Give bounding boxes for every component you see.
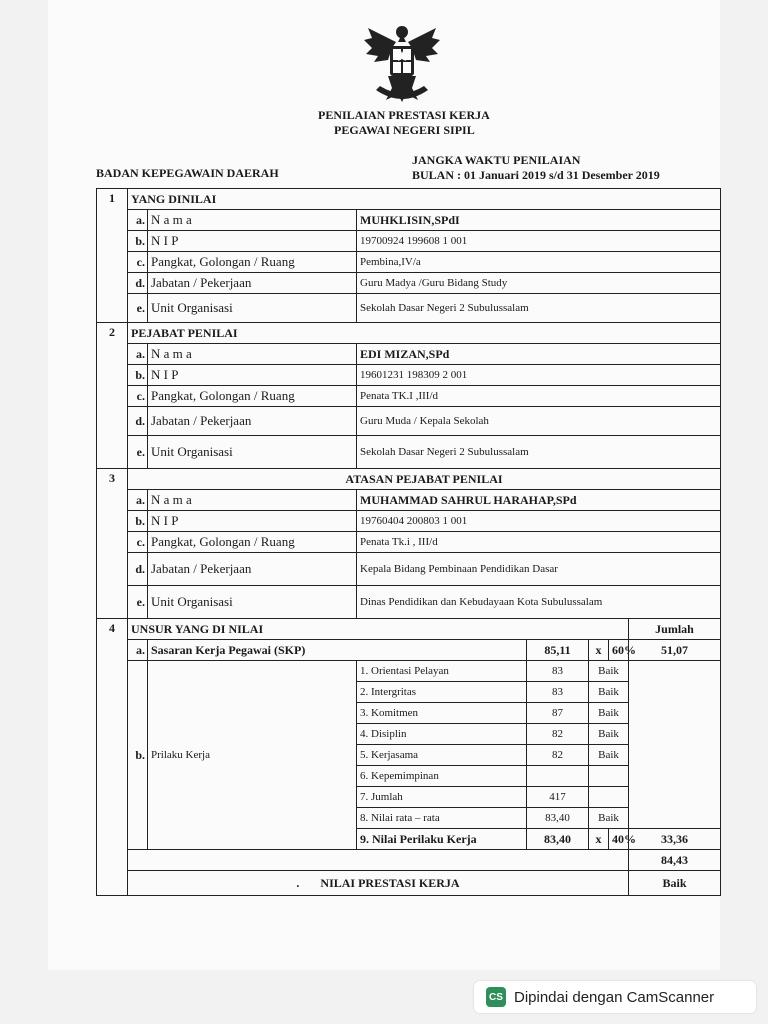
table-row <box>97 252 721 273</box>
field-label: Pangkat, Golongan / Ruang <box>148 532 357 553</box>
behavior-item-score <box>527 766 589 787</box>
garuda-emblem <box>358 22 446 106</box>
nilai-perilaku-score: 83,40 <box>527 829 589 850</box>
form-title: PENILAIAN PRESTASI KERJA <box>318 108 490 122</box>
skp-percent: 60% <box>609 640 629 661</box>
section-number: 2 <box>97 323 128 469</box>
nilai-perilaku-label: 9. Nilai Perilaku Kerja <box>357 829 527 850</box>
section-number: 4 <box>97 619 128 896</box>
camscanner-watermark <box>474 981 756 1013</box>
table-row <box>97 436 721 469</box>
behavior-item-grade <box>589 787 629 808</box>
behavior-item-grade <box>589 766 629 787</box>
multiply-sign: x <box>589 640 609 661</box>
field-label: N I P <box>148 511 357 532</box>
final-label-cell <box>128 871 629 896</box>
prilaku-label: Prilaku Kerja <box>148 661 357 850</box>
behavior-item-label: 1. Orientasi Pelayan <box>357 661 527 682</box>
behavior-item-label: 3. Komitmen <box>357 703 527 724</box>
jumlah-header: Jumlah <box>629 619 721 640</box>
field-value: Kepala Bidang Pembinaan Pendidikan Dasar <box>357 553 721 586</box>
table-row <box>97 365 721 386</box>
table-row <box>97 294 721 323</box>
row-letter: b. <box>128 231 148 252</box>
field-value: EDI MIZAN,SPd <box>357 344 721 365</box>
field-label: Unit Organisasi <box>148 436 357 469</box>
table-row <box>97 407 721 436</box>
field-label: Unit Organisasi <box>148 586 357 619</box>
period-label: JANGKA WAKTU PENILAIAN <box>412 153 581 167</box>
field-value: MUHKLISIN,SPdI <box>357 210 721 231</box>
row-letter: d. <box>128 407 148 436</box>
row-letter: d. <box>128 273 148 294</box>
field-label: Pangkat, Golongan / Ruang <box>148 252 357 273</box>
nilai-perilaku-total: 33,36 <box>629 829 721 850</box>
table-row <box>97 210 721 231</box>
table-row <box>97 231 721 252</box>
section-number: 1 <box>97 189 128 323</box>
row-letter: c. <box>128 532 148 553</box>
behavior-item-label: 7. Jumlah <box>357 787 527 808</box>
row-letter: b. <box>128 511 148 532</box>
field-value: 19760404 200803 1 001 <box>357 511 721 532</box>
field-value: Guru Muda / Kepala Sekolah <box>357 407 721 436</box>
behavior-item-grade: Baik <box>589 661 629 682</box>
field-label: Jabatan / Pekerjaan <box>148 273 357 294</box>
behavior-item-label: 5. Kerjasama <box>357 745 527 766</box>
row-letter: e. <box>128 586 148 619</box>
section-1-header <box>97 189 721 210</box>
camscanner-text: Dipindai dengan CamScanner <box>514 988 715 1006</box>
row-letter: d. <box>128 553 148 586</box>
field-label: N I P <box>148 231 357 252</box>
skp-score: 85,11 <box>527 640 589 661</box>
section-title: ATASAN PEJABAT PENILAI <box>128 469 721 490</box>
behavior-item-grade: Baik <box>589 808 629 829</box>
field-label: Unit Organisasi <box>148 294 357 323</box>
assessment-table <box>96 188 721 896</box>
row-letter: a. <box>128 210 148 231</box>
behavior-item-score: 83,40 <box>527 808 589 829</box>
field-value: 19700924 199608 1 001 <box>357 231 721 252</box>
table-row <box>97 273 721 294</box>
field-value: Guru Madya /Guru Bidang Study <box>357 273 721 294</box>
section-title: PEJABAT PENILAI <box>128 323 721 344</box>
field-value: MUHAMMAD SAHRUL HARAHAP,SPd <box>357 490 721 511</box>
behavior-item-grade: Baik <box>589 682 629 703</box>
row-letter: a. <box>128 640 148 661</box>
section-4-header <box>97 619 721 640</box>
section-title: UNSUR YANG DI NILAI <box>128 619 629 640</box>
behavior-item-label: 2. Intergritas <box>357 682 527 703</box>
behavior-item-score: 82 <box>527 745 589 766</box>
row-letter: b. <box>128 661 148 850</box>
table-row <box>97 386 721 407</box>
grand-total-row <box>97 850 721 871</box>
field-value: 19601231 198309 2 001 <box>357 365 721 386</box>
field-label: N a m a <box>148 210 357 231</box>
nilai-perilaku-percent: 40% <box>609 829 629 850</box>
behavior-item-grade: Baik <box>589 745 629 766</box>
field-label: Jabatan / Pekerjaan <box>148 407 357 436</box>
empty-cell <box>128 850 629 871</box>
row-letter: e. <box>128 294 148 323</box>
row-letter: a. <box>128 490 148 511</box>
field-label: Pangkat, Golongan / Ruang <box>148 386 357 407</box>
skp-row <box>97 640 721 661</box>
table-row <box>97 532 721 553</box>
field-label: N I P <box>148 365 357 386</box>
skp-label: Sasaran Kerja Pegawai (SKP) <box>148 640 527 661</box>
table-row <box>97 511 721 532</box>
table-row <box>97 661 721 682</box>
period-value: BULAN : 01 Januari 2019 s/d 31 Desember 2019 <box>412 168 660 182</box>
final-row <box>97 871 721 896</box>
organization-name: BADAN KEPEGAWAIN DAERAH <box>96 166 279 180</box>
field-value: Pembina,IV/a <box>357 252 721 273</box>
empty-cell <box>629 661 721 829</box>
row-letter: e. <box>128 436 148 469</box>
table-row <box>97 490 721 511</box>
field-value: Penata TK.I ,III/d <box>357 386 721 407</box>
table-row <box>97 344 721 365</box>
table-row <box>97 553 721 586</box>
behavior-item-score: 83 <box>527 661 589 682</box>
behavior-item-label: 8. Nilai rata – rata <box>357 808 527 829</box>
behavior-item-label: 4. Disiplin <box>357 724 527 745</box>
skp-total: 51,07 <box>629 640 721 661</box>
behavior-item-grade: Baik <box>589 703 629 724</box>
section-number: 3 <box>97 469 128 619</box>
row-letter: c. <box>128 386 148 407</box>
section-3-header <box>97 469 721 490</box>
behavior-item-score: 83 <box>527 682 589 703</box>
field-value: Penata Tk.i , III/d <box>357 532 721 553</box>
final-label: NILAI PRESTASI KERJA <box>320 875 460 890</box>
camscanner-logo-icon: CS <box>486 987 506 1007</box>
row-letter: b. <box>128 365 148 386</box>
form-subtitle: PEGAWAI NEGERI SIPIL <box>334 123 475 137</box>
behavior-item-grade: Baik <box>589 724 629 745</box>
field-label: N a m a <box>148 490 357 511</box>
field-value: Sekolah Dasar Negeri 2 Subulussalam <box>357 436 721 469</box>
field-label: N a m a <box>148 344 357 365</box>
behavior-item-score: 87 <box>527 703 589 724</box>
field-label: Jabatan / Pekerjaan <box>148 553 357 586</box>
section-title: YANG DINILAI <box>128 189 721 210</box>
row-letter: a. <box>128 344 148 365</box>
behavior-item-label: 6. Kepemimpinan <box>357 766 527 787</box>
section-2-header <box>97 323 721 344</box>
behavior-item-score: 82 <box>527 724 589 745</box>
behavior-item-score: 417 <box>527 787 589 808</box>
field-value: Sekolah Dasar Negeri 2 Subulussalam <box>357 294 721 323</box>
row-letter: c. <box>128 252 148 273</box>
multiply-sign: x <box>589 829 609 850</box>
table-row <box>97 586 721 619</box>
final-value: Baik <box>629 871 721 896</box>
field-value: Dinas Pendidikan dan Kebudayaan Kota Subulussalam <box>357 586 721 619</box>
grand-total: 84,43 <box>629 850 721 871</box>
final-dot: . <box>296 875 300 890</box>
